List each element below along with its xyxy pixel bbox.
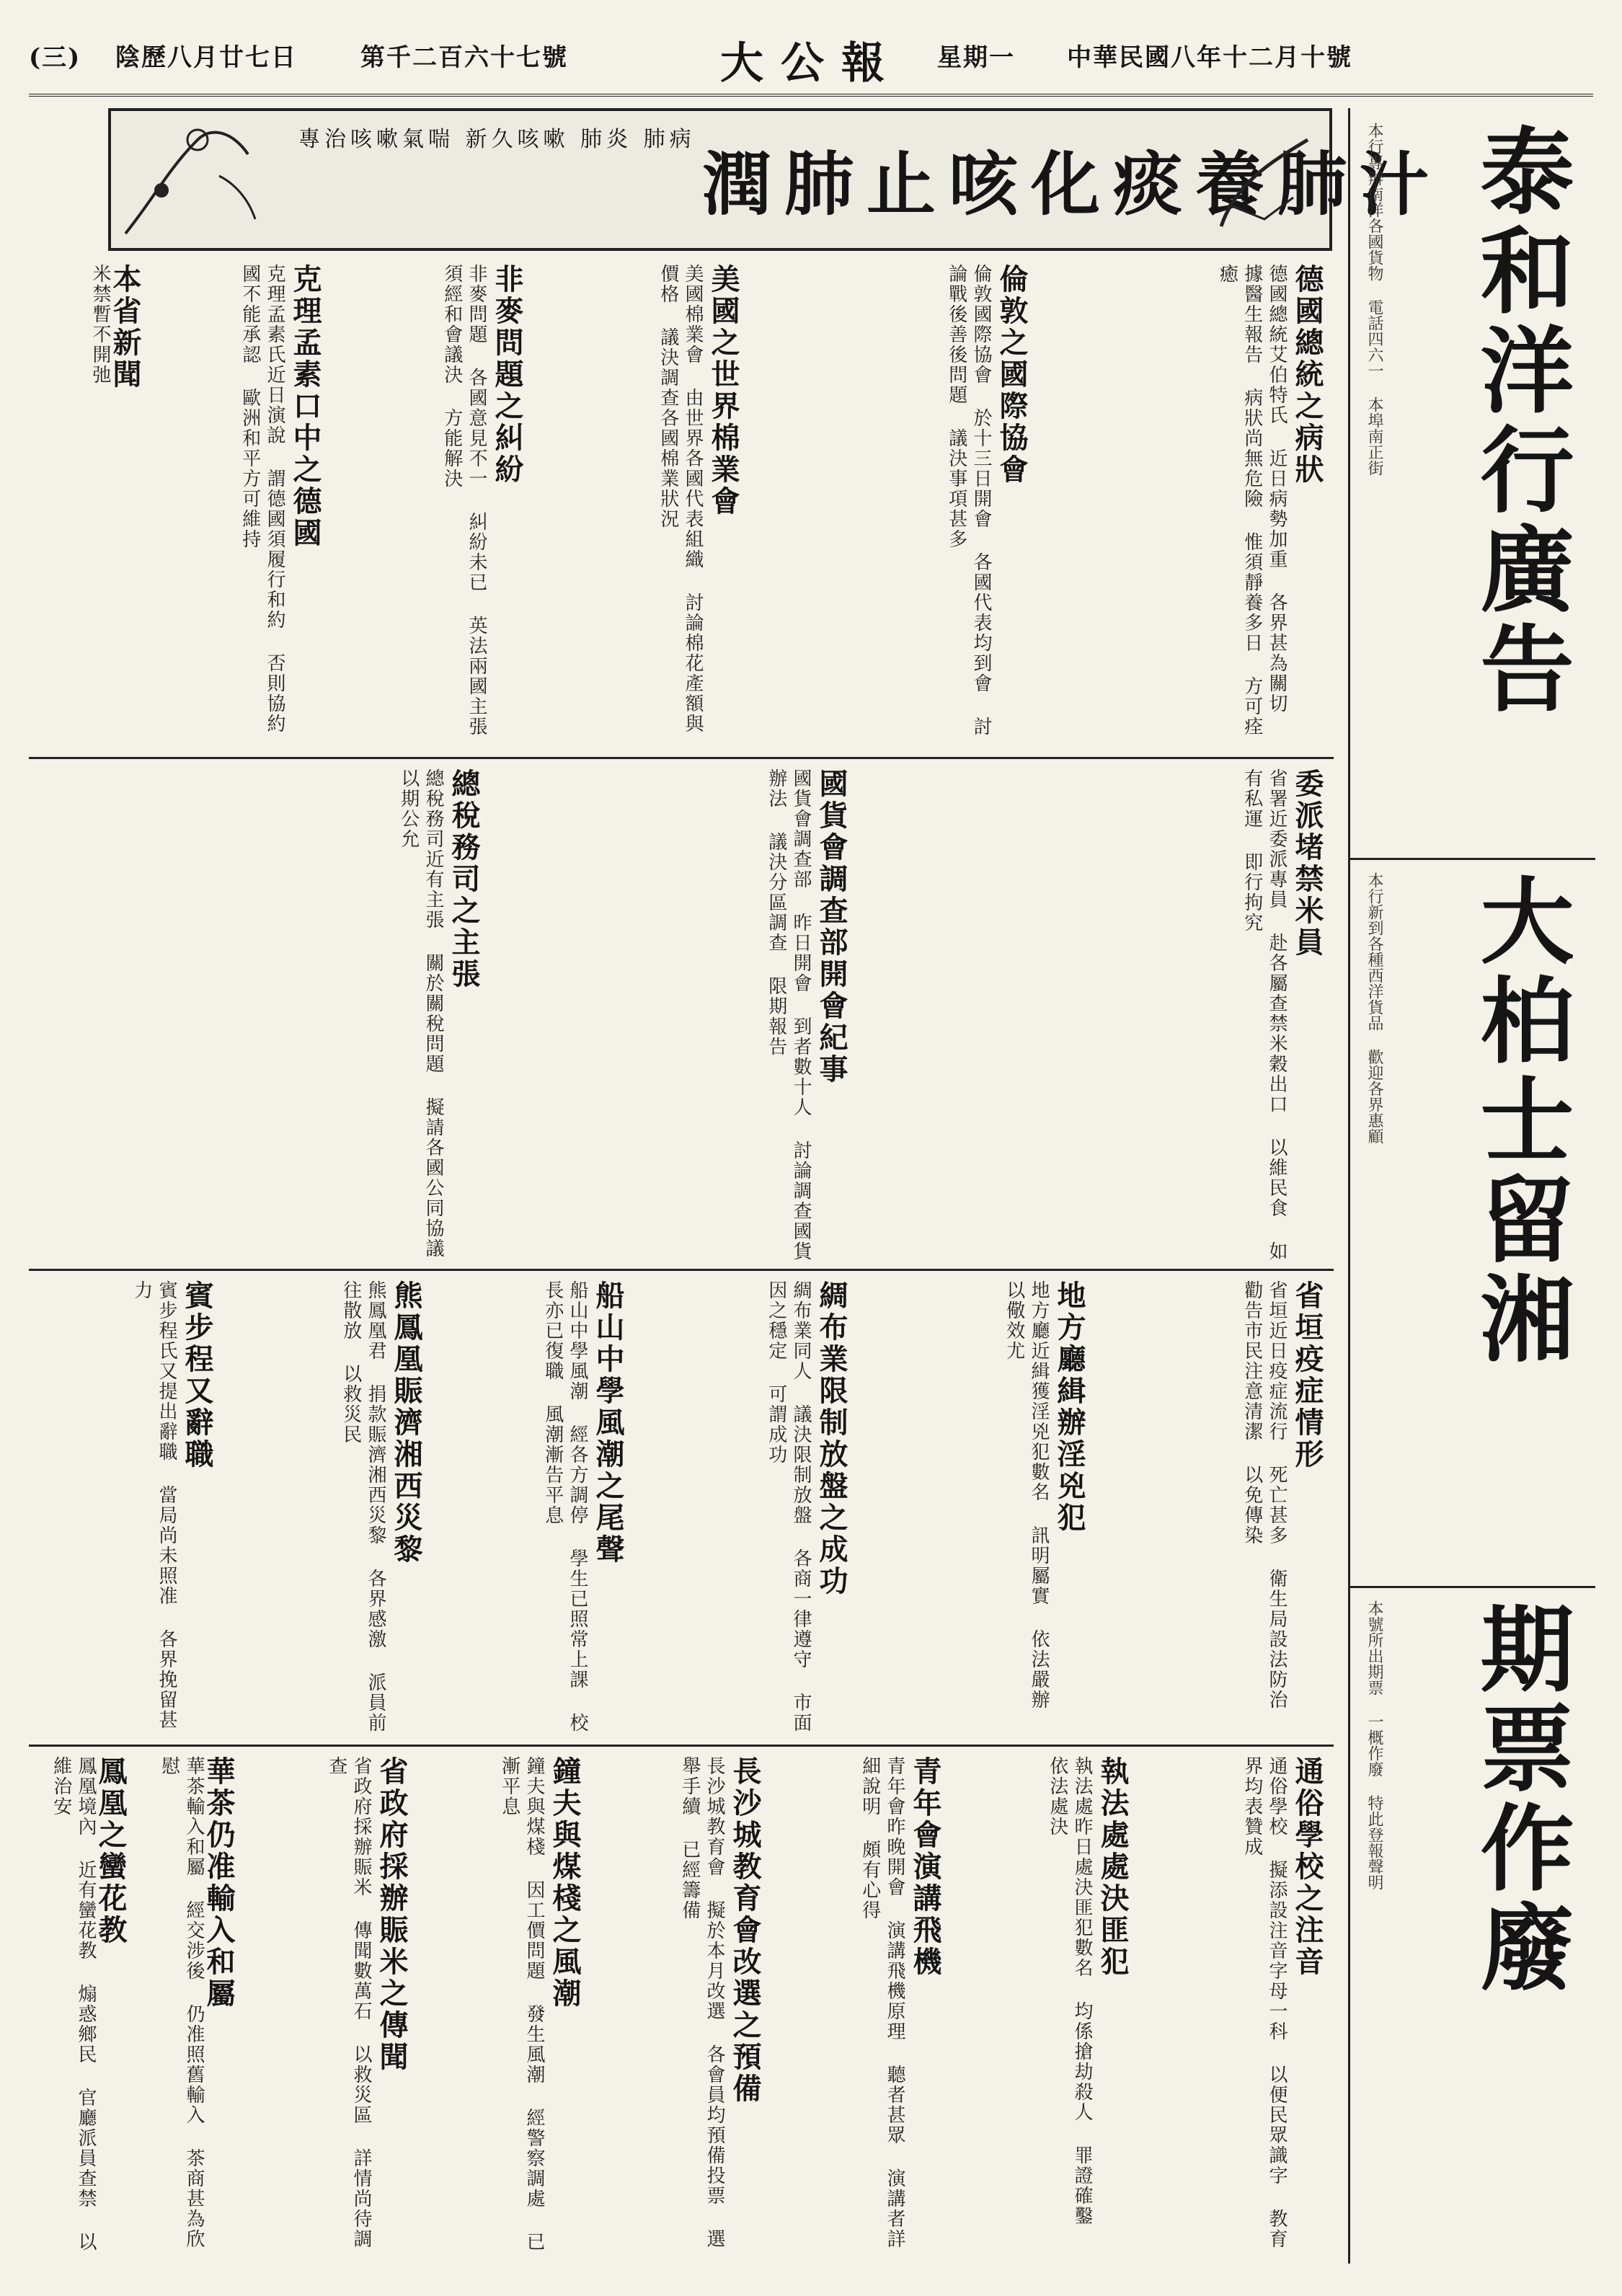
article-headline: 鐘夫與煤棧之風潮 xyxy=(548,1756,582,2010)
advertisement-column xyxy=(1348,108,1595,2264)
ad-title-qipiao: 期票作廢 xyxy=(1465,1600,1575,1998)
article xyxy=(29,764,490,1269)
row-divider xyxy=(29,1745,1334,1747)
article xyxy=(29,1276,223,1745)
article xyxy=(952,1752,1139,2256)
floral-decoration-icon xyxy=(111,111,284,248)
ad-body-taihe: 本行專辦南洋各國貨物 電話四六一 本埠南正街 xyxy=(1365,123,1383,476)
ad-body-qipiao: 本號所出期票 一概作廢 特此登報聲明 xyxy=(1365,1600,1383,1890)
page-number: (三) xyxy=(29,43,81,72)
article xyxy=(245,1752,418,2256)
article-body: 華茶輸入和屬 經交涉後 仍准照舊輸入 茶商甚為欣慰 xyxy=(158,1756,205,2249)
article xyxy=(223,1276,433,1745)
publication-date: 中華民國八年十二月十號 xyxy=(1067,43,1352,72)
article-headline: 執法處處決匪犯 xyxy=(1096,1756,1130,1978)
hand-decoration-icon xyxy=(1207,118,1322,241)
news-columns xyxy=(29,260,1334,2264)
article xyxy=(29,260,151,757)
article-headline: 非麥問題之糾紛 xyxy=(490,264,524,486)
article-body: 省垣近日疫症流行 死亡甚多 衛生局設法防治 勸告市民注意清潔 以免傳染 xyxy=(1241,1280,1288,1710)
article xyxy=(634,1276,858,1745)
article-headline: 通俗學校之注音 xyxy=(1290,1756,1324,1978)
article-body: 賓步程氏又提出辭職 當局尚未照准 各界挽留甚力 xyxy=(130,1280,177,1730)
article-headline: 青年會演講飛機 xyxy=(908,1756,942,1978)
article xyxy=(1096,1276,1334,1745)
ad-divider xyxy=(1350,1586,1595,1588)
article-body: 地方廳近緝獲淫兇犯數名 訊明屬實 依法嚴辦 以儆效尤 xyxy=(1003,1280,1050,1710)
article-headline: 德國總統之病狀 xyxy=(1290,264,1324,486)
article-headline: 地方廳緝辦淫兇犯 xyxy=(1052,1280,1086,1534)
article-body: 鳳凰境內 近有蠻花教 煽惑鄉民 官廳派員查禁 以維治安 xyxy=(50,1756,97,2252)
article-body: 非麥問題 各國意見不一 糾紛未已 英法兩國主張 須經和會議決 方能解決 xyxy=(440,264,487,737)
article-headline: 華茶仍准輸入和屬 xyxy=(202,1756,236,2010)
article-body: 長沙城教育會 擬於本月改選 各會員均預備投票 選舉手續 已經籌備 xyxy=(678,1756,725,2249)
article-body: 省政府採辦賑米 傳聞數萬石 以救災區 詳情尚待調查 xyxy=(325,1756,372,2249)
article-headline: 美國之世界棉業會 xyxy=(706,264,740,518)
ad-divider xyxy=(1350,858,1595,860)
article-body: 米禁暫不開弛 xyxy=(89,264,111,385)
banner-advertisement xyxy=(108,108,1442,251)
ad-body-dabaishi: 本行新到各種西洋貨品 歡迎各界惠顧 xyxy=(1365,872,1383,1144)
article xyxy=(1139,1752,1334,2256)
lunar-date: 陰歷八月廿七日 xyxy=(115,43,297,72)
article-body: 船山中學風潮 經各方調停 學生已照常上課 校長亦已復職 風潮漸告平息 xyxy=(541,1280,588,1733)
article xyxy=(1038,260,1334,757)
article xyxy=(151,260,332,757)
row-divider xyxy=(29,1269,1334,1271)
article-body: 克理孟素氏近日演說 謂德國須履行和約 否則協約國不能承認 歐洲和平方可維持 xyxy=(239,264,285,734)
article xyxy=(418,1752,591,2256)
article-body: 通俗學校 擬添設注音字母一科 以便民眾識字 教育界均表贊成 xyxy=(1241,1756,1288,2249)
article xyxy=(29,1752,137,2256)
article xyxy=(490,764,858,1269)
article-body: 總稅務司近有主張 關於關稅問題 擬請各國公同協議 以期公允 xyxy=(397,768,444,1259)
article-headline: 長沙城教育會改選之預備 xyxy=(728,1756,762,2105)
article-headline: 省政府採辦賑米之傳聞 xyxy=(375,1756,409,2073)
article-body: 青年會昨晚開會 演講飛機原理 聽者甚眾 演講者詳細說明 頗有心得 xyxy=(859,1756,905,2249)
article-body: 熊鳳凰君 捐款賑濟湘西災黎 各界感激 派員前往散放 以救災民 xyxy=(340,1280,386,1733)
article-headline: 綢布業限制放盤之成功 xyxy=(815,1280,848,1597)
article-headline: 熊鳳凰賑濟湘西災黎 xyxy=(389,1280,423,1566)
article xyxy=(591,1752,771,2256)
banner-slogan: 潤肺止咳化痰養肺汁 xyxy=(702,143,1442,225)
article-body: 綢布業同人 議決限制放盤 各商一律遵守 市面因之穩定 可謂成功 xyxy=(765,1280,812,1733)
article-body: 省署近委派專員 赴各屬查禁米穀出口 以維民食 如有私運 即行拘究 xyxy=(1241,768,1288,1262)
article xyxy=(332,260,533,757)
article-body: 國貨會調查部 昨日開會 到者數十人 討論調查國貨辦法 議決分區調查 限期報告 xyxy=(765,768,812,1262)
masthead xyxy=(29,29,1593,97)
article-headline: 委派堵禁米員 xyxy=(1290,768,1324,959)
article-headline: 賓步程又辭職 xyxy=(180,1280,214,1471)
article-headline: 鳳凰之蠻花教 xyxy=(94,1756,128,1946)
article-body: 美國棉業會 由世界各國代表組織 討論棉花產額與價格 議決調查各國棉業狀況 xyxy=(657,264,704,734)
article xyxy=(750,260,1038,757)
article xyxy=(771,1752,952,2256)
article-body: 鐘夫與煤棧 因工價問題 發生風潮 經警察調處 已漸平息 xyxy=(498,1756,545,2252)
article xyxy=(858,1276,1096,1745)
weekday: 星期一 xyxy=(937,43,1015,72)
article xyxy=(858,764,1334,1269)
article-headline: 船山中學風潮之尾聲 xyxy=(591,1280,625,1566)
article xyxy=(433,1276,634,1745)
ad-title-taihe: 泰和洋行廣告 xyxy=(1465,123,1575,719)
ad-title-dabaishi: 大柏士留湘 xyxy=(1465,872,1575,1370)
article-body: 德國總統艾伯特氏 近日病勢加重 各界甚為關切 據醫生報告 病狀尚無危險 惟須靜養多日 方可痊癒 xyxy=(1216,264,1288,737)
issue-number: 第千二百六十七號 xyxy=(360,43,568,72)
banner-subtitle: 專治咳嗽氣喘 新久咳嗽 肺炎 肺病 xyxy=(298,127,696,152)
row-divider xyxy=(29,757,1334,759)
article-body: 倫敦國際協會 於十三日開會 各國代表均到會 討論戰後善後問題 議決事項甚多 xyxy=(945,264,992,737)
article-headline: 省垣疫症情形 xyxy=(1290,1280,1324,1471)
article-headline: 總稅務司之主張 xyxy=(447,768,481,990)
article-headline: 本省新聞 xyxy=(108,264,142,391)
article xyxy=(137,1752,245,2256)
article-headline: 倫敦之國際協會 xyxy=(995,264,1029,486)
paper-title: 大公報 xyxy=(720,38,902,89)
article-body: 執法處昨日處決匪犯數名 均係搶劫殺人 罪證確鑿 依法處決 xyxy=(1046,1756,1093,2226)
article-headline: 克理孟素口中之德國 xyxy=(288,264,322,549)
article-headline: 國貨會調查部開會紀事 xyxy=(815,768,848,1086)
article xyxy=(533,260,750,757)
